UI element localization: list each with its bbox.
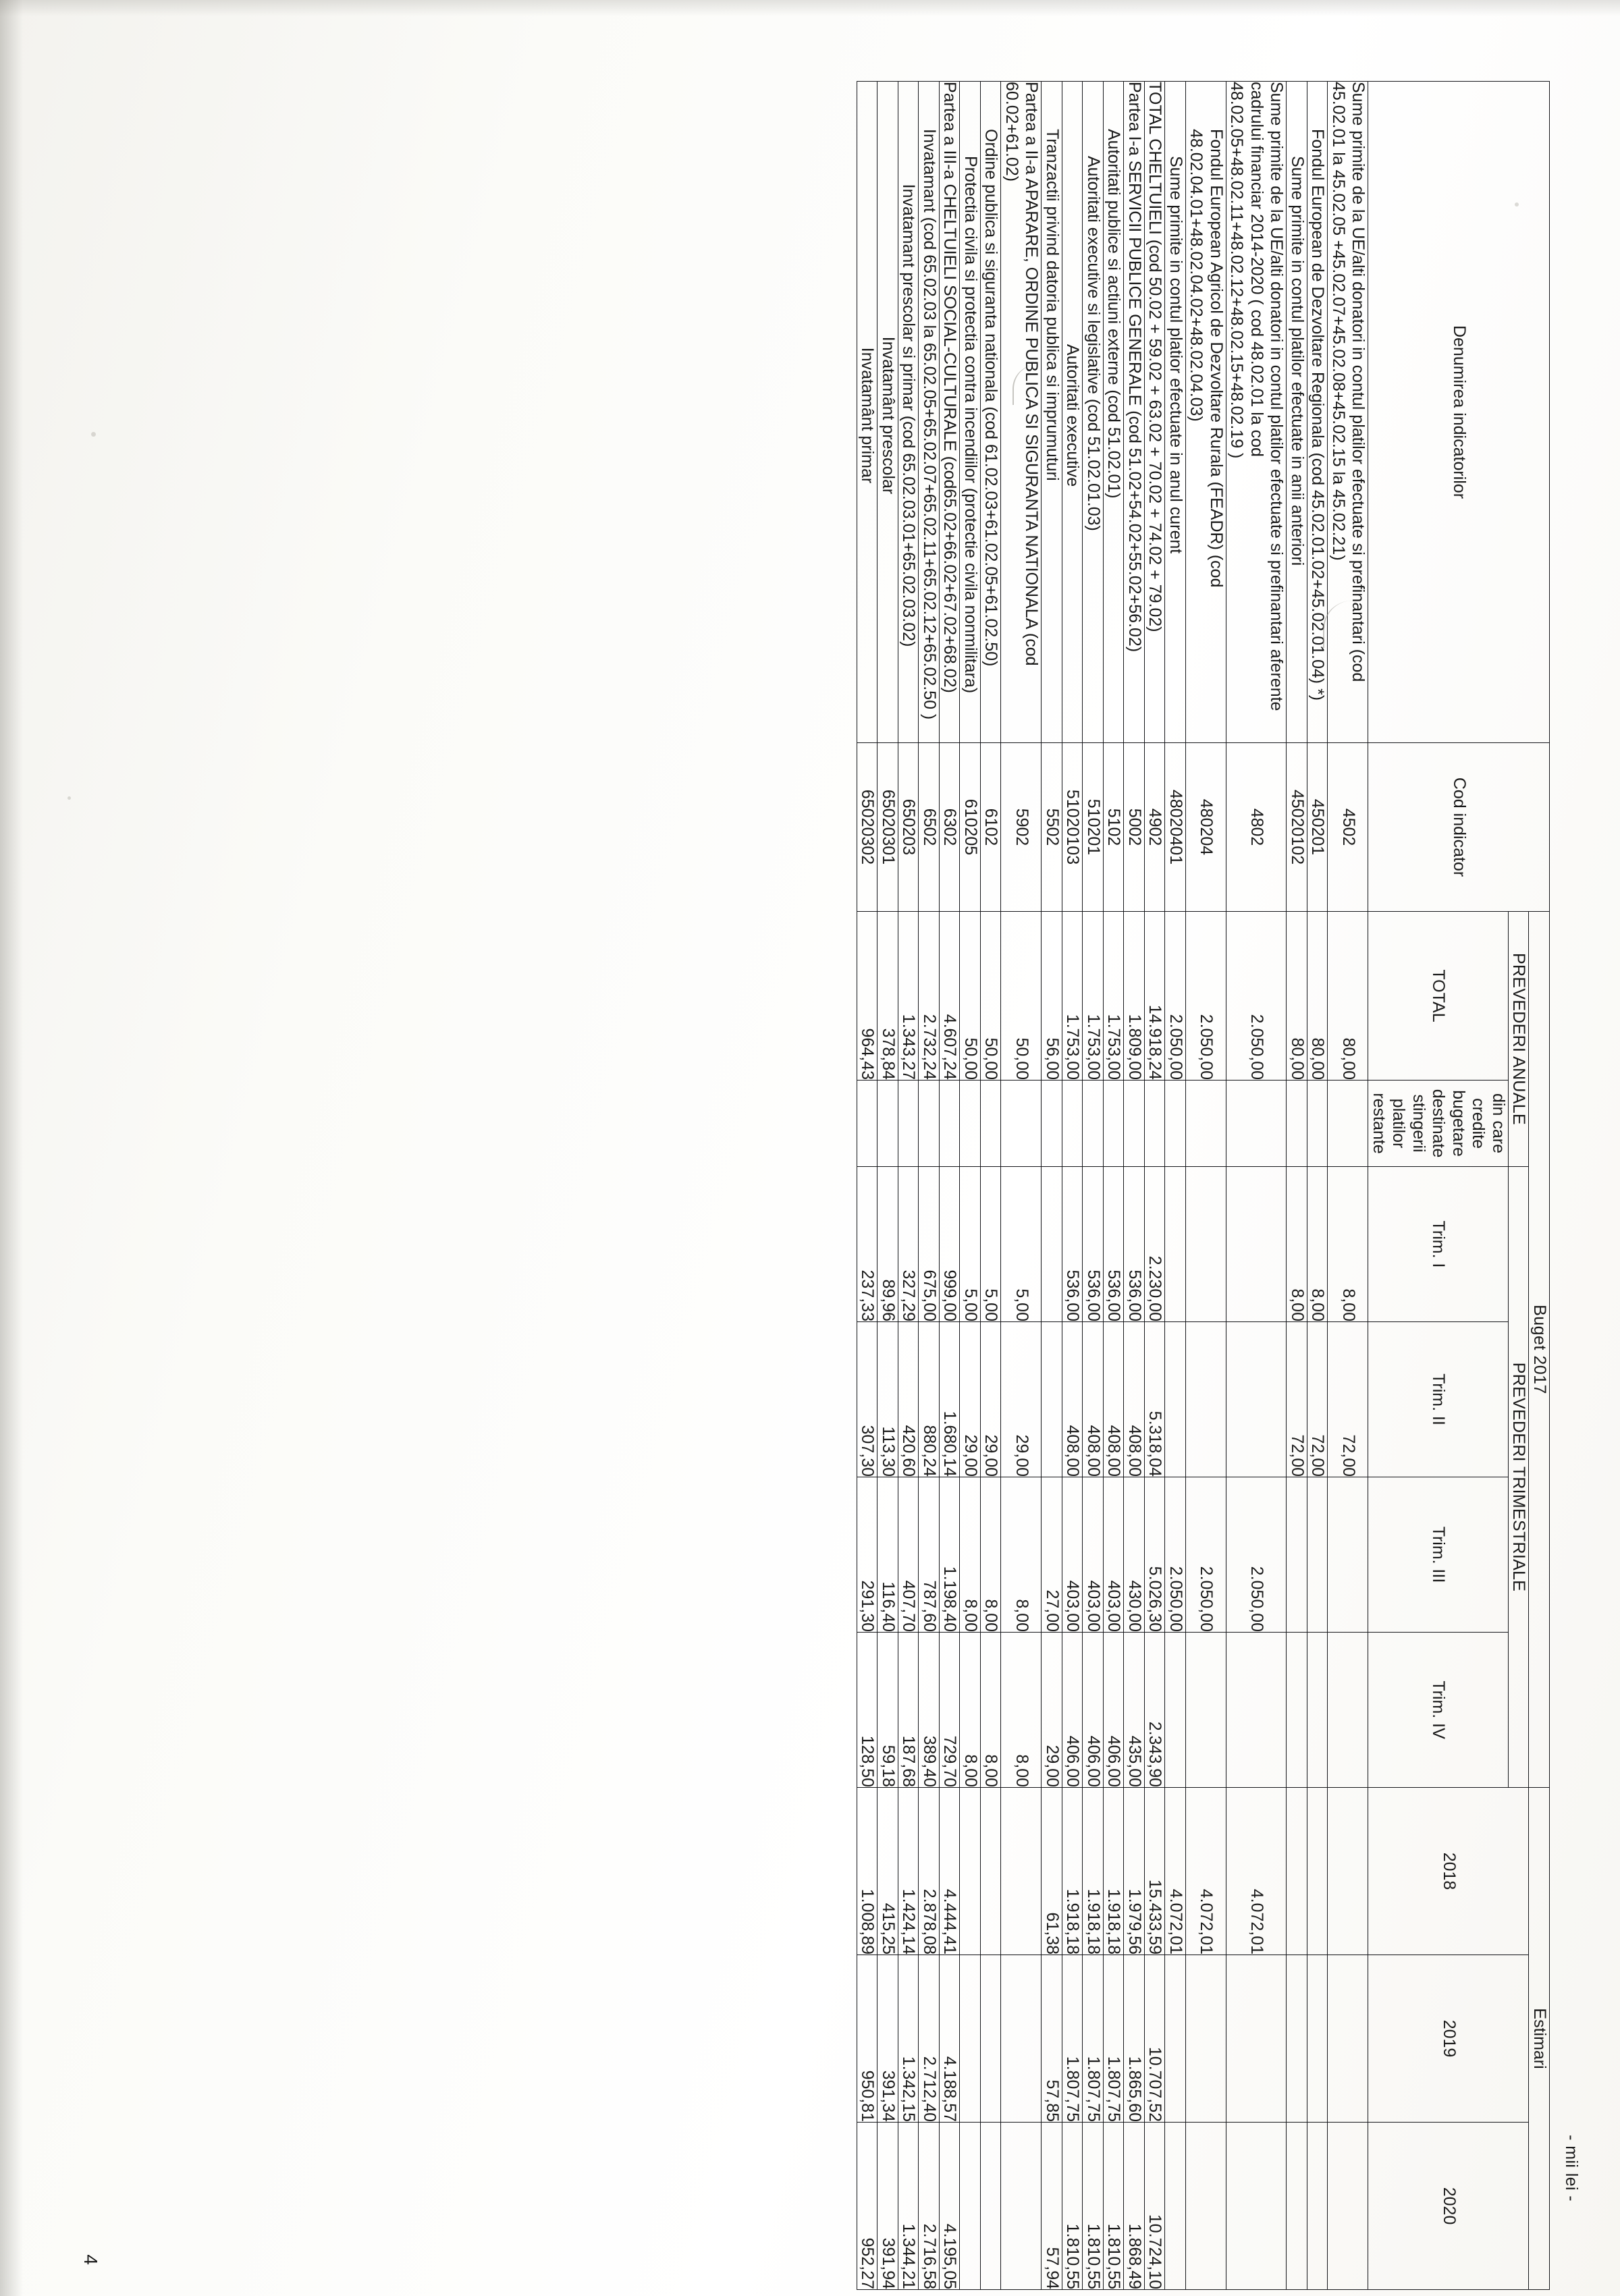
row-indicator-name: Invatamânt primar	[857, 82, 878, 743]
table-row	[1226, 82, 1287, 2290]
row-value-credit	[1226, 1081, 1287, 1167]
row-value-total: 2.050,00	[1165, 912, 1186, 1081]
row-indicator-name: Partea a II-a APARARE, ORDINE PUBLICA SI SIGURANTA NATIONALA (cod 60.02+61.02)	[1001, 82, 1042, 743]
budget-table	[857, 81, 1550, 2290]
row-value-e2019	[1328, 1955, 1368, 2123]
header-row-title	[1529, 82, 1550, 2290]
row-indicator-name: Tranzactii privind datoria publica si imprumuturi	[1042, 82, 1062, 743]
row-value-t2: 1.680,14	[940, 1322, 961, 1477]
header-denumirea: Denumirea indicatorilor	[1368, 82, 1550, 743]
row-cod-indicator: 5502	[1042, 743, 1062, 912]
row-value-total: 1.809,00	[1124, 912, 1145, 1081]
row-value-e2019	[1307, 1955, 1328, 2123]
row-value-credit	[1042, 1081, 1062, 1167]
row-value-t2: 408,00	[1083, 1322, 1104, 1477]
row-value-e2018: 1.918,18	[1062, 1788, 1083, 1955]
row-value-t3	[1287, 1477, 1307, 1633]
row-value-t3: 407,70	[898, 1477, 919, 1633]
row-value-e2018	[1287, 1788, 1307, 1955]
row-value-t4: 435,00	[1124, 1633, 1145, 1788]
row-value-credit	[878, 1081, 898, 1167]
row-value-t2	[1226, 1322, 1287, 1477]
row-value-t3: 1.198,40	[940, 1477, 961, 1633]
row-cod-indicator: 45020102	[1287, 743, 1307, 912]
row-value-t3: 5.026,30	[1145, 1477, 1166, 1633]
row-indicator-name: Invatamant (cod 65.02.03 la 65.02.05+65.02.07+65.02.11+65.02.12+65.02.50 )	[919, 82, 940, 743]
table-row	[1062, 82, 1083, 2290]
row-value-t4: 59,18	[878, 1633, 898, 1788]
row-value-t1	[1186, 1167, 1226, 1322]
row-value-t2: 408,00	[1124, 1322, 1145, 1477]
row-value-t3: 403,00	[1062, 1477, 1083, 1633]
row-value-t1: 2.230,00	[1145, 1167, 1166, 1322]
row-cod-indicator: 5902	[1001, 743, 1042, 912]
row-value-total: 1.753,00	[1083, 912, 1104, 1081]
row-value-credit	[1124, 1081, 1145, 1167]
table-row	[940, 82, 961, 2290]
row-value-t2	[1165, 1322, 1186, 1477]
row-value-total: 50,00	[960, 912, 981, 1081]
row-cod-indicator: 6102	[981, 743, 1002, 912]
row-value-t1: 237,33	[857, 1167, 878, 1322]
table-row	[1165, 82, 1186, 2290]
row-value-e2019	[960, 1955, 981, 2123]
row-cod-indicator: 65020302	[857, 743, 878, 912]
row-value-credit	[1186, 1081, 1226, 1167]
row-value-total: 2.050,00	[1226, 912, 1287, 1081]
row-value-t3: 2.050,00	[1165, 1477, 1186, 1633]
row-value-t1: 536,00	[1104, 1167, 1125, 1322]
row-cod-indicator: 51020103	[1062, 743, 1083, 912]
row-value-e2020: 57,94	[1042, 2123, 1062, 2290]
row-value-t4: 2.343,90	[1145, 1633, 1166, 1788]
row-value-credit	[898, 1081, 919, 1167]
row-value-t2: 113,30	[878, 1322, 898, 1477]
row-value-t1: 327,29	[898, 1167, 919, 1322]
row-value-total: 2.050,00	[1186, 912, 1226, 1081]
row-value-e2018	[960, 1788, 981, 1955]
row-value-total: 50,00	[1001, 912, 1042, 1081]
row-value-total: 14.918,24	[1145, 912, 1166, 1081]
row-value-t4: 8,00	[981, 1633, 1002, 1788]
header-trim-4: Trim. IV	[1368, 1633, 1509, 1788]
row-value-e2018: 4.072,01	[1186, 1788, 1226, 1955]
header-prevederi-trimestriale: PREVEDERI TRIMESTRIALE	[1509, 1167, 1530, 1788]
header-trim-3: Trim. III	[1368, 1477, 1509, 1633]
row-value-e2019: 950,81	[857, 1955, 878, 2123]
header-buget-title: Buget 2017	[1529, 912, 1550, 1788]
row-value-total: 56,00	[1042, 912, 1062, 1081]
row-value-e2020	[1165, 2123, 1186, 2290]
table-row	[1001, 82, 1042, 2290]
row-value-e2018: 61,38	[1042, 1788, 1062, 1955]
row-value-e2019: 1.807,75	[1062, 1955, 1083, 2123]
row-value-t2: 29,00	[960, 1322, 981, 1477]
row-value-t3: 8,00	[981, 1477, 1002, 1633]
row-value-e2018: 4.072,01	[1226, 1788, 1287, 1955]
row-value-credit	[919, 1081, 940, 1167]
row-value-credit	[1328, 1081, 1368, 1167]
row-value-e2018: 1.918,18	[1083, 1788, 1104, 1955]
row-value-e2018	[981, 1788, 1002, 1955]
row-value-t2: 29,00	[981, 1322, 1002, 1477]
table-row	[898, 82, 919, 2290]
row-value-e2019: 1.807,75	[1104, 1955, 1125, 2123]
row-value-t3	[1307, 1477, 1328, 1633]
table-header	[1368, 82, 1550, 2290]
row-value-credit	[1001, 1081, 1042, 1167]
row-value-e2020	[960, 2123, 981, 2290]
row-value-t3: 8,00	[960, 1477, 981, 1633]
table-row	[878, 82, 898, 2290]
row-value-total: 4.607,24	[940, 912, 961, 1081]
row-value-credit	[940, 1081, 961, 1167]
row-cod-indicator: 48020401	[1165, 743, 1186, 912]
table-row	[1083, 82, 1104, 2290]
header-trim-2: Trim. II	[1368, 1322, 1509, 1477]
row-value-t1	[1165, 1167, 1186, 1322]
row-value-e2020: 2.716,58	[919, 2123, 940, 2290]
row-value-t4: 389,40	[919, 1633, 940, 1788]
row-value-t1: 89,96	[878, 1167, 898, 1322]
row-value-t1: 8,00	[1307, 1167, 1328, 1322]
row-value-credit	[1287, 1081, 1307, 1167]
row-value-t3: 403,00	[1104, 1477, 1125, 1633]
row-value-t2	[1042, 1322, 1062, 1477]
row-value-e2019: 1.865,60	[1124, 1955, 1145, 2123]
row-value-t4: 406,00	[1062, 1633, 1083, 1788]
row-indicator-name: TOTAL CHELTUIELI (cod 50.02 + 59.02 + 63.02 + 70.02 + 74.02 + 79.02)	[1145, 82, 1166, 743]
row-value-e2020: 4.195,05	[940, 2123, 961, 2290]
row-value-t4: 8,00	[960, 1633, 981, 1788]
header-prevederi-anuale: PREVEDERI ANUALE	[1509, 912, 1530, 1167]
row-value-t1: 8,00	[1328, 1167, 1368, 1322]
header-trim-1: Trim. I	[1368, 1167, 1509, 1322]
row-value-t4	[1165, 1633, 1186, 1788]
row-value-e2019: 1.342,15	[898, 1955, 919, 2123]
scan-speck	[1515, 202, 1519, 207]
table-row	[857, 82, 878, 2290]
row-value-e2020: 1.868,49	[1124, 2123, 1145, 2290]
header-2020: 2020	[1368, 2123, 1529, 2290]
row-value-t1: 536,00	[1124, 1167, 1145, 1322]
table-row	[1145, 82, 1166, 2290]
row-value-total: 1.753,00	[1104, 912, 1125, 1081]
row-value-t1: 5,00	[1001, 1167, 1042, 1322]
row-value-t4	[1186, 1633, 1226, 1788]
scan-speck	[91, 432, 96, 437]
table-body	[857, 82, 1369, 2290]
row-indicator-name: Partea a III-a CHELTUIELI SOCIAL-CULTURALE (cod65.02+66.02+67.02+68.02)	[940, 82, 961, 743]
row-indicator-name: Ordine publica si siguranta nationala (cod 61.02.03+61.02.05+61.02.50)	[981, 82, 1002, 743]
row-value-e2018: 415,25	[878, 1788, 898, 1955]
row-value-t2: 307,30	[857, 1322, 878, 1477]
row-value-e2019	[1226, 1955, 1287, 2123]
row-value-t1: 675,00	[919, 1167, 940, 1322]
row-value-t1	[1226, 1167, 1287, 1322]
row-value-t1: 5,00	[960, 1167, 981, 1322]
row-indicator-name: Protectia civila si protectia contra incendiilor (protectie civila nonmilitara)	[960, 82, 981, 743]
row-value-t2: 880,24	[919, 1322, 940, 1477]
row-value-t1: 536,00	[1062, 1167, 1083, 1322]
row-value-t2	[1186, 1322, 1226, 1477]
row-value-e2020: 10.724,10	[1145, 2123, 1166, 2290]
row-value-e2019: 391,34	[878, 1955, 898, 2123]
row-cod-indicator: 4802	[1226, 743, 1287, 912]
row-value-t1: 536,00	[1083, 1167, 1104, 1322]
table-row	[919, 82, 940, 2290]
row-value-total: 80,00	[1287, 912, 1307, 1081]
row-value-credit	[1104, 1081, 1125, 1167]
row-value-e2020: 1.810,55	[1083, 2123, 1104, 2290]
row-indicator-name: Autoritati publice si actiuni externe (cod 51.02.01)	[1104, 82, 1125, 743]
header-2018: 2018	[1368, 1788, 1529, 1955]
row-value-t4: 406,00	[1083, 1633, 1104, 1788]
row-value-e2020	[1328, 2123, 1368, 2290]
row-value-t1: 8,00	[1287, 1167, 1307, 1322]
table-row	[1186, 82, 1226, 2290]
table-row	[1287, 82, 1307, 2290]
row-value-t4: 128,50	[857, 1633, 878, 1788]
row-value-e2019: 2.712,40	[919, 1955, 940, 2123]
row-value-e2018: 1.979,56	[1124, 1788, 1145, 1955]
row-value-t3: 430,00	[1124, 1477, 1145, 1633]
row-cod-indicator: 510201	[1083, 743, 1104, 912]
row-cod-indicator: 650203	[898, 743, 919, 912]
row-value-e2020	[981, 2123, 1002, 2290]
row-value-t1: 999,00	[940, 1167, 961, 1322]
row-value-e2019: 1.807,75	[1083, 1955, 1104, 2123]
row-value-t4	[1226, 1633, 1287, 1788]
row-value-t4	[1307, 1633, 1328, 1788]
header-credite-restante: din care credite bugetare destinate stingerii platilor restante	[1368, 1081, 1509, 1167]
row-cod-indicator: 6502	[919, 743, 940, 912]
row-value-t2: 5.318,04	[1145, 1322, 1166, 1477]
row-indicator-name: Autoritati executive	[1062, 82, 1083, 743]
row-value-e2018: 15.433,59	[1145, 1788, 1166, 1955]
row-cod-indicator: 450201	[1307, 743, 1328, 912]
row-value-t3	[1328, 1477, 1368, 1633]
row-indicator-name: Sume primite in contul platior efectuate in anul curent	[1165, 82, 1186, 743]
row-cod-indicator: 610205	[960, 743, 981, 912]
row-value-t3: 2.050,00	[1186, 1477, 1226, 1633]
row-indicator-name: Fondul European Agricol de Dezvoltare Rurala (FEADR) (cod 48.02.04.01+48.02.04.02+48.02.04.03)	[1186, 82, 1226, 743]
row-value-t2: 408,00	[1104, 1322, 1125, 1477]
row-value-t3: 403,00	[1083, 1477, 1104, 1633]
row-value-t3: 27,00	[1042, 1477, 1062, 1633]
row-value-t3: 787,60	[919, 1477, 940, 1633]
row-value-t4: 187,68	[898, 1633, 919, 1788]
row-value-t1: 5,00	[981, 1167, 1002, 1322]
row-value-credit	[1145, 1081, 1166, 1167]
row-cod-indicator: 4902	[1145, 743, 1166, 912]
row-value-credit	[857, 1081, 878, 1167]
row-value-e2020: 391,94	[878, 2123, 898, 2290]
row-value-credit	[981, 1081, 1002, 1167]
row-value-t2: 72,00	[1287, 1322, 1307, 1477]
row-value-total: 80,00	[1307, 912, 1328, 1081]
row-value-e2020	[1001, 2123, 1042, 2290]
row-indicator-name: Invatamânt prescolar	[878, 82, 898, 743]
row-value-e2018	[1307, 1788, 1328, 1955]
row-value-e2020	[1287, 2123, 1307, 2290]
table-row	[1104, 82, 1125, 2290]
row-indicator-name: Invatamant prescolar si primar (cod 65.02.03.01+65.02.03.02)	[898, 82, 919, 743]
row-value-e2020: 1.810,55	[1062, 2123, 1083, 2290]
row-cod-indicator: 5002	[1124, 743, 1145, 912]
table-row	[960, 82, 981, 2290]
row-value-credit	[1062, 1081, 1083, 1167]
row-value-total: 1.753,00	[1062, 912, 1083, 1081]
unit-label: - mii lei -	[1562, 2135, 1581, 2202]
row-cod-indicator: 6302	[940, 743, 961, 912]
row-value-e2018	[1328, 1788, 1368, 1955]
row-value-t2: 72,00	[1328, 1322, 1368, 1477]
row-value-total: 50,00	[981, 912, 1002, 1081]
row-value-e2020: 952,27	[857, 2123, 878, 2290]
row-indicator-name: Fondul European de Dezvoltare Regionala (cod 45.02.01.02+45.02.01.04) *)	[1307, 82, 1328, 743]
row-value-e2018: 1.424,14	[898, 1788, 919, 1955]
row-value-total: 1.343,27	[898, 912, 919, 1081]
row-value-e2018: 4.444,41	[940, 1788, 961, 1955]
scan-speck	[68, 796, 71, 800]
row-value-e2020: 1.344,21	[898, 2123, 919, 2290]
row-value-total: 2.732,24	[919, 912, 940, 1081]
row-cod-indicator: 480204	[1186, 743, 1226, 912]
row-value-t3: 2.050,00	[1226, 1477, 1287, 1633]
row-value-t4: 729,70	[940, 1633, 961, 1788]
row-value-e2018: 4.072,01	[1165, 1788, 1186, 1955]
row-value-t4: 29,00	[1042, 1633, 1062, 1788]
row-value-t4	[1287, 1633, 1307, 1788]
row-value-t1	[1042, 1167, 1062, 1322]
row-value-credit	[1083, 1081, 1104, 1167]
row-value-e2019	[981, 1955, 1002, 2123]
row-value-e2020	[1307, 2123, 1328, 2290]
row-value-e2019	[1165, 1955, 1186, 2123]
row-value-e2019: 10.707,52	[1145, 1955, 1166, 2123]
row-value-e2020	[1186, 2123, 1226, 2290]
row-value-t2: 420,60	[898, 1322, 919, 1477]
row-indicator-name: Sume primite de la UE/alti donatori in contul platilor efectuate si prefinantari aferente cadrului financiar 2014-2020 ( cod 48.02.01 la cod 48.02.05+48.02.11+48.02.12+48.02.15+48.02.19 )	[1226, 82, 1287, 743]
row-indicator-name: Partea I-a SERVICII PUBLICE GENERALE (cod 51.02+54.02+55.02+56.02)	[1124, 82, 1145, 743]
row-cod-indicator: 4502	[1328, 743, 1368, 912]
row-value-e2018: 1.918,18	[1104, 1788, 1125, 1955]
row-value-e2019: 57,85	[1042, 1955, 1062, 2123]
row-cod-indicator: 5102	[1104, 743, 1125, 912]
row-value-total: 378,84	[878, 912, 898, 1081]
row-value-e2020	[1226, 2123, 1287, 2290]
row-value-e2019	[1001, 1955, 1042, 2123]
row-value-credit	[960, 1081, 981, 1167]
row-indicator-name: Sume primite in contul platilor efectuate in anii anteriori	[1287, 82, 1307, 743]
table-row	[1328, 82, 1368, 2290]
row-value-e2018: 2.878,08	[919, 1788, 940, 1955]
row-value-e2019	[1287, 1955, 1307, 2123]
row-value-total: 964,43	[857, 912, 878, 1081]
header-estimari: Estimari	[1529, 1788, 1550, 2290]
row-value-t4: 406,00	[1104, 1633, 1125, 1788]
row-value-credit	[1165, 1081, 1186, 1167]
row-indicator-name: Sume primite de la UE/alti donatori in contul platilor efectuate si prefinantari (cod 45.02.01 la 45.02.05 +45.02.07+45.02.08+45.02.15 la 45.02.21)	[1328, 82, 1368, 743]
header-total: TOTAL	[1368, 912, 1509, 1081]
page-number: 4	[80, 2254, 101, 2265]
row-value-e2020: 1.810,55	[1104, 2123, 1125, 2290]
row-value-e2018	[1001, 1788, 1042, 1955]
table-row	[1307, 82, 1328, 2290]
row-value-t3: 8,00	[1001, 1477, 1042, 1633]
header-cod: Cod indicator	[1368, 743, 1550, 912]
row-cod-indicator: 65020301	[878, 743, 898, 912]
table-row	[1042, 82, 1062, 2290]
table-row	[1124, 82, 1145, 2290]
row-indicator-name: Autoritati executive si legislative (cod 51.02.01.03)	[1083, 82, 1104, 743]
row-value-t2: 408,00	[1062, 1322, 1083, 1477]
table-row	[981, 82, 1002, 2290]
row-value-t3: 291,30	[857, 1477, 878, 1633]
row-value-t2: 29,00	[1001, 1322, 1042, 1477]
row-value-t2: 72,00	[1307, 1322, 1328, 1477]
row-value-t4: 8,00	[1001, 1633, 1042, 1788]
row-value-e2018: 1.008,89	[857, 1788, 878, 1955]
header-2019: 2019	[1368, 1955, 1529, 2123]
row-value-t4	[1328, 1633, 1368, 1788]
row-value-e2019	[1186, 1955, 1226, 2123]
row-value-t3: 116,40	[878, 1477, 898, 1633]
row-value-e2019: 4.188,57	[940, 1955, 961, 2123]
row-value-credit	[1307, 1081, 1328, 1167]
row-value-total: 80,00	[1328, 912, 1368, 1081]
